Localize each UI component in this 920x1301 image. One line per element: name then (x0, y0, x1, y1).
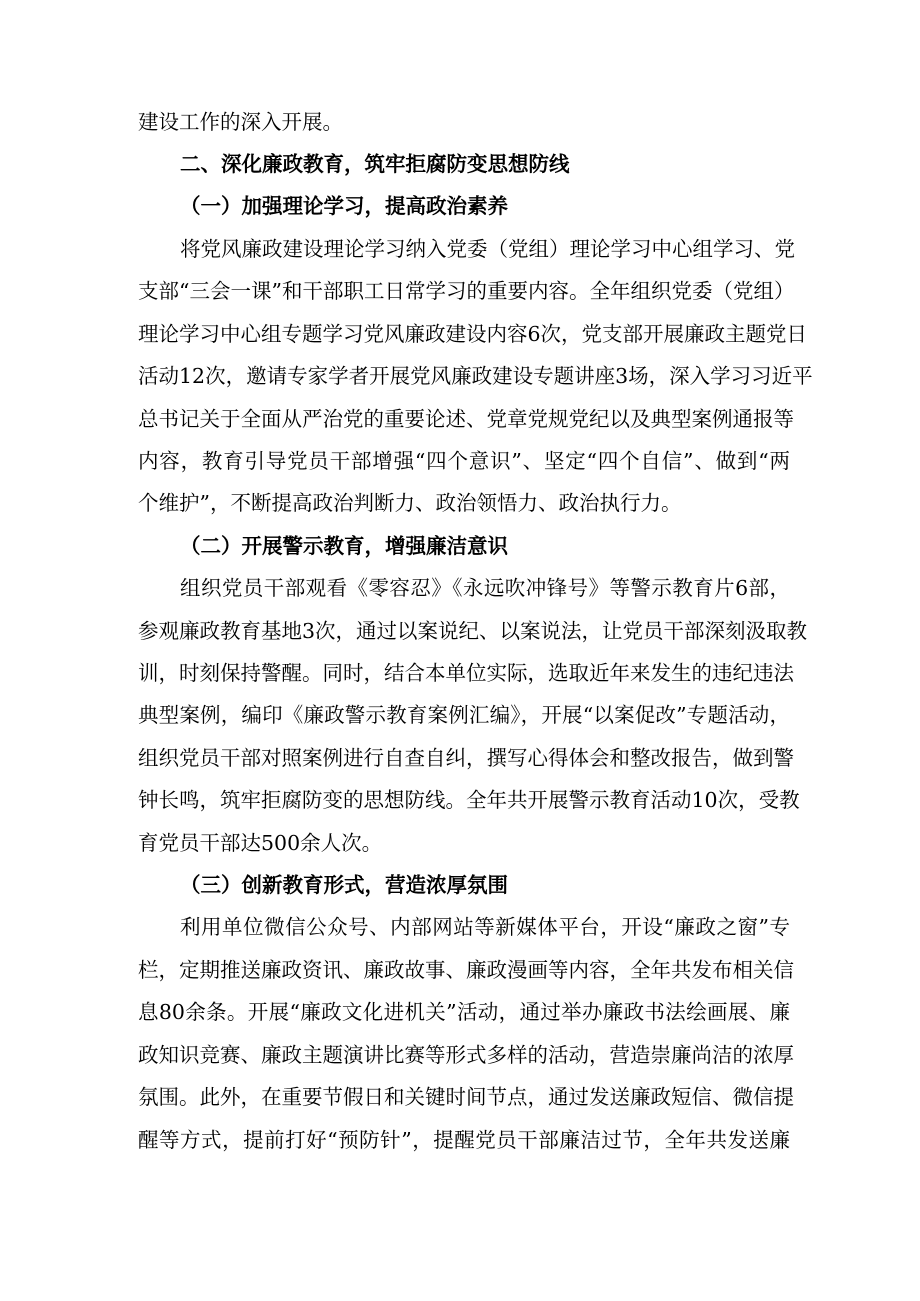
body-text-line: 息80余条。开展“廉政文化进机关”活动，通过举办廉政书法绘画展、廉 (138, 1000, 790, 1024)
body-text-line: 支部“三会一课”和干部职工日常学习的重要内容。全年组织党委（党组） (138, 279, 795, 303)
body-text-line: 参观廉政教育基地3次，通过以案说纪、以案说法，让党员干部深刻汲取教 (138, 619, 808, 643)
body-text-line: 醒等方式，提前打好“预防针”，提醒党员干部廉洁过节，全年共发送廉 (138, 1128, 790, 1152)
body-text-line: 栏，定期推送廉政资讯、廉政故事、廉政漫画等内容，全年共发布相关信 (138, 958, 794, 982)
subsection-heading: （二）开展警示教育，增强廉洁意识 (180, 534, 508, 558)
body-text-line: 组织党员干部观看《零容忍》《永远吹冲锋号》等警示教育片6部， (180, 576, 790, 600)
body-text-line: 氛围。此外，在重要节假日和关键时间节点，通过发送廉政短信、微信提 (138, 1085, 794, 1109)
body-text-line: 总书记关于全面从严治党的重要论述、党章党规党纪以及典型案例通报等 (138, 407, 794, 431)
body-text-line: 组织党员干部对照案例进行自查自纠，撰写心得体会和整改报告，做到警 (138, 746, 794, 770)
body-text-line: 典型案例，编印《廉政警示教育案例汇编》，开展“以案促改”专题活动， (138, 703, 790, 727)
body-text-line: 建设工作的深入开展。 (138, 110, 343, 134)
body-text-line: 活动12次，邀请专家学者开展党风廉政建设专题讲座3场，深入学习习近平 (138, 364, 813, 388)
body-text-line: 钟长鸣，筑牢拒腐防变的思想防线。全年共开展警示教育活动10次，受教 (138, 788, 800, 812)
body-text-line: 育党员干部达500余人次。 (138, 831, 383, 855)
body-text-line: 个维护”，不断提高政治判断力、政治领悟力、政治执行力。 (138, 491, 682, 515)
body-text-line: 训，时刻保持警醒。同时，结合本单位实际，选取近年来发生的违纪违法 (138, 661, 794, 685)
body-text-line: 利用单位微信公众号、内部网站等新媒体平台，开设“廉政之窗”专 (180, 915, 790, 939)
section-heading: 二、深化廉政教育，筑牢拒腐防变思想防线 (180, 152, 570, 176)
body-text-line: 将党风廉政建设理论学习纳入党委（党组）理论学习中心组学习、党 (180, 237, 795, 261)
body-text-line: 政知识竞赛、廉政主题演讲比赛等形式多样的活动，营造崇廉尚洁的浓厚 (138, 1043, 794, 1067)
subsection-heading: （三）创新教育形式，营造浓厚氛围 (180, 873, 508, 897)
subsection-heading: （一）加强理论学习，提高政治素养 (180, 194, 508, 218)
body-text-line: 内容，教育引导党员干部增强“四个意识”、坚定“四个自信”、做到“两 (138, 449, 790, 473)
body-text-line: 理论学习中心组专题学习党风廉政建设内容6次，党支部开展廉政主题党日 (138, 322, 808, 346)
